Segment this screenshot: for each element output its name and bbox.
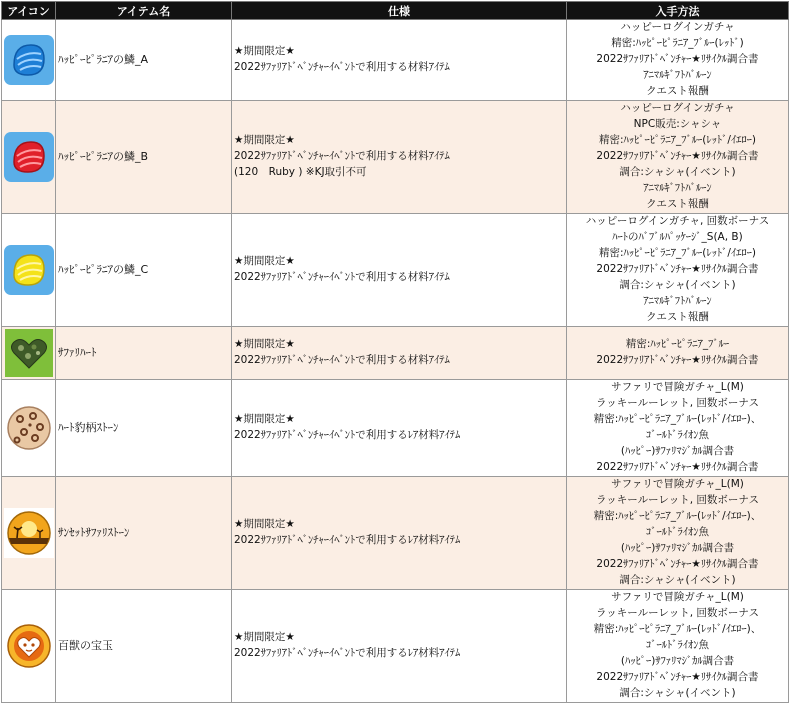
- spec-line: ★期間限定★: [234, 631, 295, 644]
- acq-line: サファリで冒険ガチャ_L(M): [611, 381, 744, 394]
- acq-line: ﾊｰﾄのﾊﾞﾌﾞﾙﾊﾟｯｹｰｼﾞ_S(A, B): [612, 231, 743, 244]
- header-icon: アイコン: [2, 2, 56, 20]
- acq-line: 2022ｻﾌｧﾘｱﾄﾞﾍﾞﾝﾁｬｰ★ﾘｻｲｸﾙ調合書: [596, 53, 759, 66]
- item-spec: [232, 101, 567, 214]
- acq-line: 調合:シャシャ(イベント): [619, 573, 736, 586]
- acq-line: ｱﾆﾏﾙｷﾞﾌﾄﾊﾞﾙｰﾝ: [643, 181, 712, 194]
- item-acquisition: [567, 380, 789, 477]
- acq-line: (ﾊｯﾋﾟｰ)ｻﾌｧﾘﾏｼﾞｶﾙ調合書: [620, 444, 735, 457]
- spec-line: ★期間限定★: [234, 413, 295, 426]
- acq-line: ｺﾞｰﾙﾄﾞﾗｲｵﾝ魚: [646, 639, 709, 652]
- icon-cell: [2, 327, 56, 380]
- table-row: [2, 20, 789, 101]
- item-acquisition: [567, 327, 789, 380]
- acq-line: ラッキールーレット, 回数ボーナス: [595, 397, 760, 410]
- leopard-heart-stone-icon: [4, 403, 54, 453]
- icon-cell: [2, 101, 56, 214]
- icon-cell: [2, 380, 56, 477]
- acq-line: 2022ｻﾌｧﾘｱﾄﾞﾍﾞﾝﾁｬｰ★ﾘｻｲｸﾙ調合書: [596, 460, 759, 473]
- icon-cell: [2, 20, 56, 101]
- sunset-safari-stone-icon: [4, 508, 54, 558]
- item-spec: [232, 214, 567, 327]
- acq-line: 調合:シャシャ(イベント): [619, 278, 736, 291]
- spec-line: ★期間限定★: [234, 338, 295, 351]
- item-spec: [232, 477, 567, 590]
- spec-line: ★期間限定★: [234, 45, 295, 58]
- item-name: ｻﾌｧﾘﾊｰﾄ: [56, 327, 232, 380]
- header-spec: 仕様: [232, 2, 567, 20]
- acq-line: ラッキールーレット, 回数ボーナス: [595, 494, 760, 507]
- acq-line: 調合:シャシャ(イベント): [619, 686, 736, 699]
- spec-line: 2022ｻﾌｧﾘｱﾄﾞﾍﾞﾝﾁｬｰｲﾍﾞﾝﾄで利用するﾚｱ材料ｱｲﾃﾑ: [234, 647, 461, 659]
- item-acquisition: [567, 214, 789, 327]
- acq-line: ｺﾞｰﾙﾄﾞﾗｲｵﾝ魚: [646, 526, 709, 539]
- item-spec: [232, 327, 567, 380]
- spec-line: ★期間限定★: [234, 518, 295, 531]
- acq-line: 精密:ﾊｯﾋﾟｰﾋﾟﾗﾆｱ_ﾌﾞﾙｰ(ﾚｯﾄﾞ/ｲｴﾛｰ): [598, 134, 757, 147]
- acq-line: 2022ｻﾌｧﾘｱﾄﾞﾍﾞﾝﾁｬｰ★ﾘｻｲｸﾙ調合書: [596, 150, 759, 163]
- icon-cell: [2, 590, 56, 703]
- header-row: [2, 2, 789, 20]
- item-spec: [232, 590, 567, 703]
- items-table: [1, 1, 789, 703]
- spec-line: 2022ｻﾌｧﾘｱﾄﾞﾍﾞﾝﾁｬｰｲﾍﾞﾝﾄで利用するﾚｱ材料ｱｲﾃﾑ: [234, 429, 461, 441]
- beast-jewel-icon: [4, 621, 54, 671]
- spec-line: 2022ｻﾌｧﾘｱﾄﾞﾍﾞﾝﾁｬｰｲﾍﾞﾝﾄで利用する材料ｱｲﾃﾑ: [234, 271, 450, 283]
- acq-line: 調合:シャシャ(イベント): [619, 165, 736, 178]
- icon-cell: [2, 477, 56, 590]
- item-spec: [232, 20, 567, 101]
- safari-heart-icon: [5, 329, 53, 377]
- acq-line: クエスト報酬: [646, 197, 709, 210]
- acq-line: ハッピーログインガチャ: [620, 102, 735, 115]
- acq-line: ハッピーログインガチャ: [620, 21, 735, 34]
- spec-line: 2022ｻﾌｧﾘｱﾄﾞﾍﾞﾝﾁｬｰｲﾍﾞﾝﾄで利用する材料ｱｲﾃﾑ: [234, 354, 450, 366]
- acq-line: 精密:ﾊｯﾋﾟｰﾋﾟﾗﾆｱ_ﾌﾞﾙｰ(ﾚｯﾄﾞ/ｲｴﾛｰ)、: [593, 413, 762, 426]
- item-name: ﾊｯﾋﾟｰﾋﾟﾗﾆｱの鱗_A: [56, 20, 232, 101]
- acq-line: 精密:ﾊｯﾋﾟｰﾋﾟﾗﾆｱ_ﾌﾞﾙｰ(ﾚｯﾄﾞ/ｲｴﾛｰ)、: [593, 510, 762, 523]
- acq-line: NPC販売:シャシャ: [633, 118, 722, 131]
- spec-line: 2022ｻﾌｧﾘｱﾄﾞﾍﾞﾝﾁｬｰｲﾍﾞﾝﾄで利用する材料ｱｲﾃﾑ: [234, 61, 450, 73]
- spec-line: 2022ｻﾌｧﾘｱﾄﾞﾍﾞﾝﾁｬｰｲﾍﾞﾝﾄで利用する材料ｱｲﾃﾑ: [234, 150, 450, 163]
- acq-line: (ﾊｯﾋﾟｰ)ｻﾌｧﾘﾏｼﾞｶﾙ調合書: [620, 541, 735, 554]
- acq-line: サファリで冒険ガチャ_L(M): [611, 478, 744, 491]
- item-name: 百獣の宝玉: [56, 590, 232, 703]
- acq-line: 精密:ﾊｯﾋﾟｰﾋﾟﾗﾆｱ_ﾌﾞﾙｰ(ﾚｯﾄﾞ/ｲｴﾛｰ)、: [593, 623, 762, 636]
- spec-line: 2022ｻﾌｧﾘｱﾄﾞﾍﾞﾝﾁｬｰｲﾍﾞﾝﾄで利用するﾚｱ材料ｱｲﾃﾑ: [234, 534, 461, 546]
- acq-line: 2022ｻﾌｧﾘｱﾄﾞﾍﾞﾝﾁｬｰ★ﾘｻｲｸﾙ調合書: [596, 670, 759, 683]
- acq-line: 精密:ﾊｯﾋﾟｰﾋﾟﾗﾆｱ_ﾌﾞﾙｰ(ﾚｯﾄﾞ/ｲｴﾛｰ): [598, 247, 757, 260]
- acq-line: ハッピーログインガチャ, 回数ボーナス: [585, 215, 770, 228]
- acq-line: 2022ｻﾌｧﾘｱﾄﾞﾍﾞﾝﾁｬｰ★ﾘｻｲｸﾙ調合書: [596, 557, 759, 570]
- header-name: アイテム名: [56, 2, 232, 20]
- acq-line: 精密:ﾊｯﾋﾟｰﾋﾟﾗﾆｱ_ﾌﾞﾙｰ: [625, 338, 730, 351]
- item-acquisition: [567, 477, 789, 590]
- item-name: ﾊｰﾄ豹柄ｽﾄｰﾝ: [56, 380, 232, 477]
- table-row: [2, 327, 789, 380]
- table-row: [2, 590, 789, 703]
- spec-line: (120 Ruby ) ※KJ取引不可: [234, 165, 367, 178]
- item-acquisition: [567, 20, 789, 101]
- yellow-scale-icon: [4, 245, 54, 295]
- spec-line: ★期間限定★: [234, 255, 295, 268]
- header-acquisition: 入手方法: [567, 2, 789, 20]
- acq-line: クエスト報酬: [646, 310, 709, 323]
- acq-line: サファリで冒険ガチャ_L(M): [611, 591, 744, 604]
- acq-line: 2022ｻﾌｧﾘｱﾄﾞﾍﾞﾝﾁｬｰ★ﾘｻｲｸﾙ調合書: [596, 354, 759, 366]
- spec-line: ★期間限定★: [234, 134, 295, 147]
- acq-line: 精密:ﾊｯﾋﾟｰﾋﾟﾗﾆｱ_ﾌﾞﾙｰ(ﾚｯﾄﾞ): [611, 37, 744, 50]
- acq-line: ｱﾆﾏﾙｷﾞﾌﾄﾊﾞﾙｰﾝ: [643, 294, 712, 307]
- acq-line: 2022ｻﾌｧﾘｱﾄﾞﾍﾞﾝﾁｬｰ★ﾘｻｲｸﾙ調合書: [596, 263, 759, 276]
- item-name: ｻﾝｾｯﾄｻﾌｧﾘｽﾄｰﾝ: [56, 477, 232, 590]
- item-spec: [232, 380, 567, 477]
- acq-line: ｺﾞｰﾙﾄﾞﾗｲｵﾝ魚: [646, 429, 709, 441]
- acq-line: ｱﾆﾏﾙｷﾞﾌﾄﾊﾞﾙｰﾝ: [643, 68, 712, 81]
- item-acquisition: [567, 101, 789, 214]
- red-scale-icon: [4, 132, 54, 182]
- icon-cell: [2, 214, 56, 327]
- table-row: [2, 477, 789, 590]
- item-name: ﾊｯﾋﾟｰﾋﾟﾗﾆｱの鱗_C: [56, 214, 232, 327]
- item-name: ﾊｯﾋﾟｰﾋﾟﾗﾆｱの鱗_B: [56, 101, 232, 214]
- table-row: [2, 101, 789, 214]
- blue-scale-icon: [4, 35, 54, 85]
- acq-line: (ﾊｯﾋﾟｰ)ｻﾌｧﾘﾏｼﾞｶﾙ調合書: [620, 654, 735, 667]
- table-row: [2, 214, 789, 327]
- table-row: [2, 380, 789, 477]
- item-acquisition: [567, 590, 789, 703]
- acq-line: クエスト報酬: [646, 84, 709, 97]
- acq-line: ラッキールーレット, 回数ボーナス: [595, 607, 760, 620]
